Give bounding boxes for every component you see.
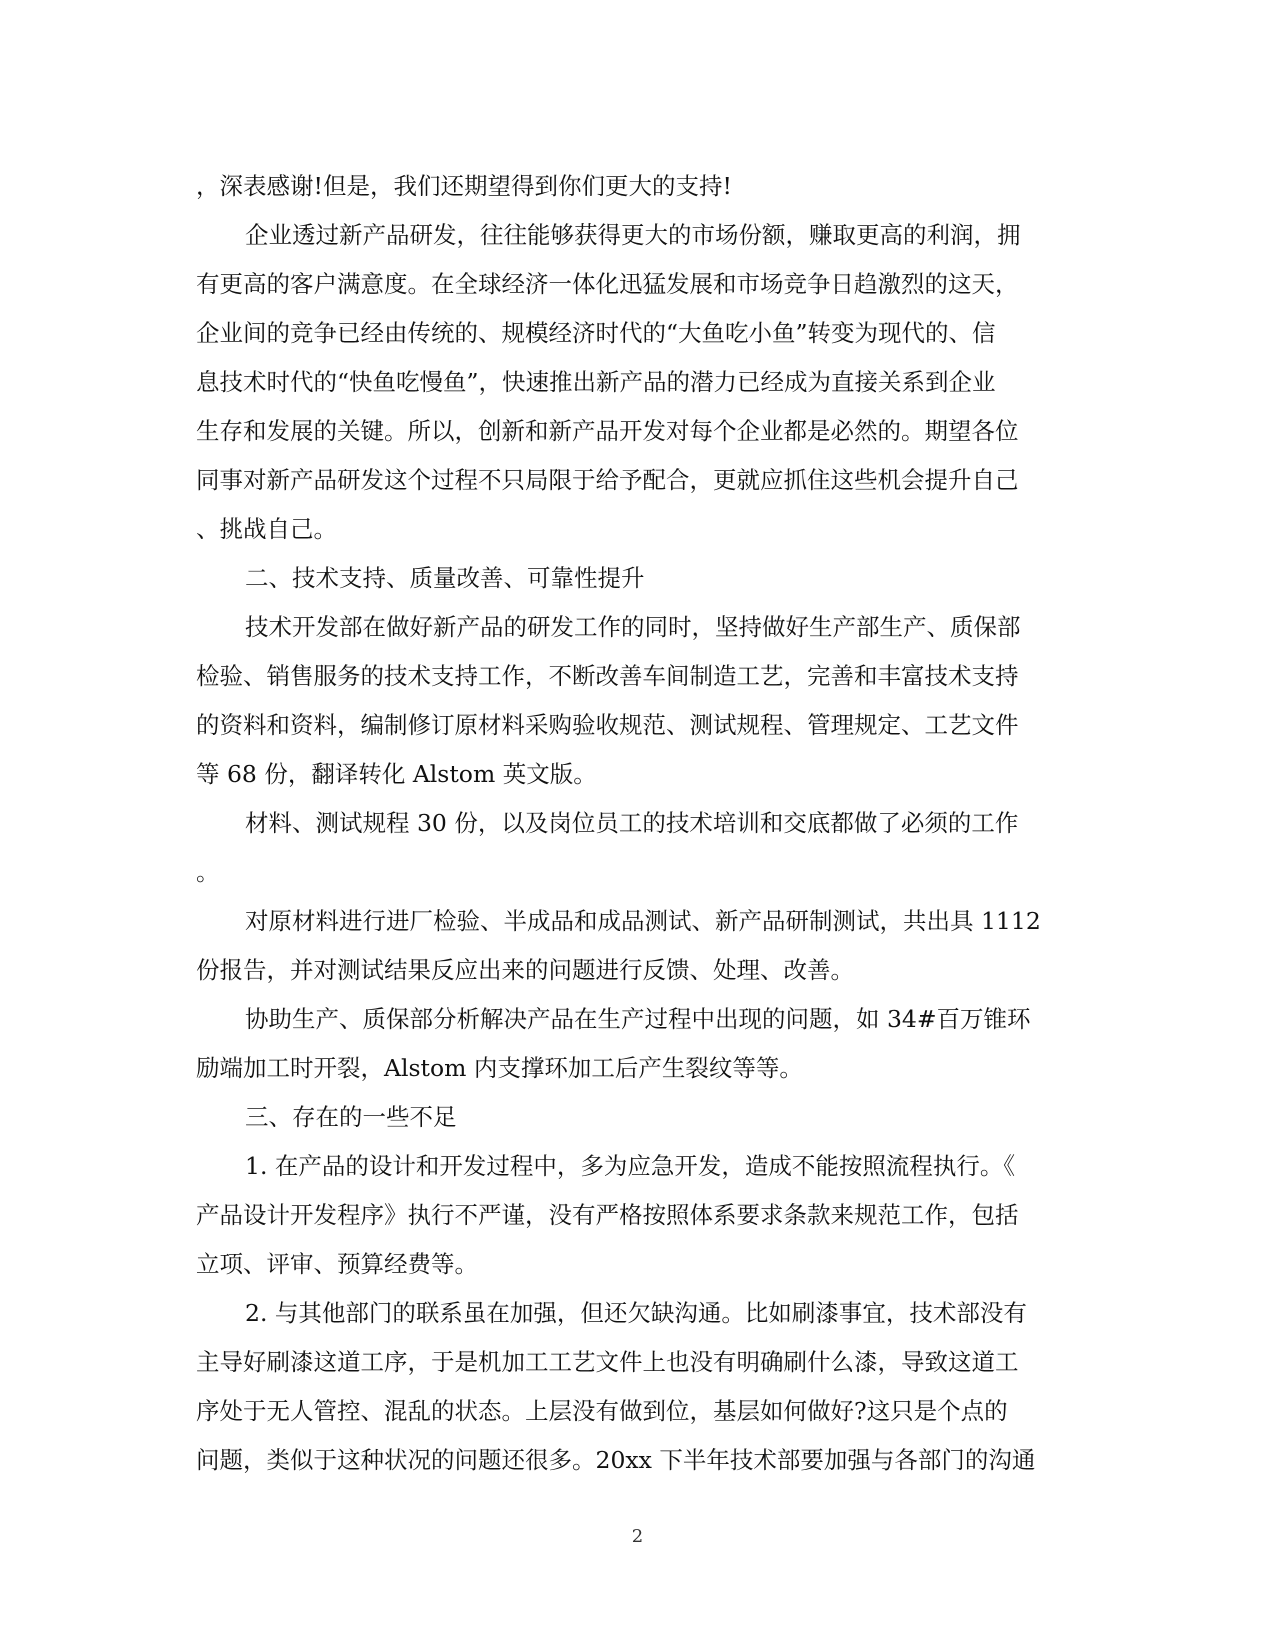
text-line: 材料、测试规程 30 份，以及岗位员工的技术培训和交底都做了必须的工作 [245,809,1019,837]
text-line: 问题，类似于这种状况的问题还很多。20xx 下半年技术部要加强与各部门的沟通 [196,1446,1036,1474]
text-line: 同事对新产品研发这个过程不只局限于给予配合，更就应抓住这些机会提升自己 [196,466,1019,494]
text-line: 企业间的竞争已经由传统的、规模经济时代的“大鱼吃小鱼”转变为现代的、信 [196,319,996,347]
text-line: 序处于无人管控、混乱的状态。上层没有做到位，基层如何做好?这只是个点的 [196,1397,1008,1425]
text-line: 产品设计开发程序》执行不严谨，没有严格按照体系要求条款来规范工作，包括 [196,1201,1019,1229]
text-line: 生存和发展的关键。所以，创新和新产品开发对每个企业都是必然的。期望各位 [196,417,1019,445]
text-line: 等 68 份，翻译转化 Alstom 英文版。 [196,760,597,788]
text-line: 主导好刷漆这道工序，于是机加工工艺文件上也没有明确刷什么漆，导致这道工 [196,1348,1019,1376]
text-line: 检验、销售服务的技术支持工作，不断改善车间制造工艺，完善和丰富技术支持 [196,662,1019,690]
text-line: ，深表感谢!但是，我们还期望得到你们更大的支持! [196,172,732,200]
text-line: 有更高的客户满意度。在全球经济一体化迅猛发展和市场竞争日趋激烈的这天， [196,270,1019,298]
text-line: 2. 与其他部门的联系虽在加强，但还欠缺沟通。比如刷漆事宜，技术部没有 [245,1299,1027,1327]
text-line: 份报告，并对测试结果反应出来的问题进行反馈、处理、改善。 [196,956,854,984]
text-line: 对原材料进行进厂检验、半成品和成品测试、新产品研制测试，共出具 1112 [245,907,1041,935]
text-line: 企业透过新产品研发，往往能够获得更大的市场份额，赚取更高的利润，拥 [245,221,1021,249]
text-line: 、挑战自己。 [196,515,337,543]
section-heading: 三、存在的一些不足 [245,1103,457,1131]
page-number: 2 [631,1526,644,1547]
section-heading: 二、技术支持、质量改善、可靠性提升 [245,564,645,592]
text-line: 技术开发部在做好新产品的研发工作的同时，坚持做好生产部生产、质保部 [245,613,1021,641]
text-line: 息技术时代的“快鱼吃慢鱼”，快速推出新产品的潜力已经成为直接关系到企业 [196,368,996,396]
text-line: 立项、评审、预算经费等。 [196,1250,478,1278]
text-line: 1. 在产品的设计和开发过程中，多为应急开发，造成不能按照流程执行。《 [245,1152,1016,1180]
text-line: 励端加工时开裂，Alstom 内支撑环加工后产生裂纹等等。 [196,1054,803,1082]
text-line: 。 [196,858,220,886]
body-text [196,162,1076,1485]
text-line: 的资料和资料，编制修订原材料采购验收规范、测试规程、管理规定、工艺文件 [196,711,1019,739]
text-line: 协助生产、质保部分析解决产品在生产过程中出现的问题，如 34#百万锥环 [245,1005,1031,1033]
